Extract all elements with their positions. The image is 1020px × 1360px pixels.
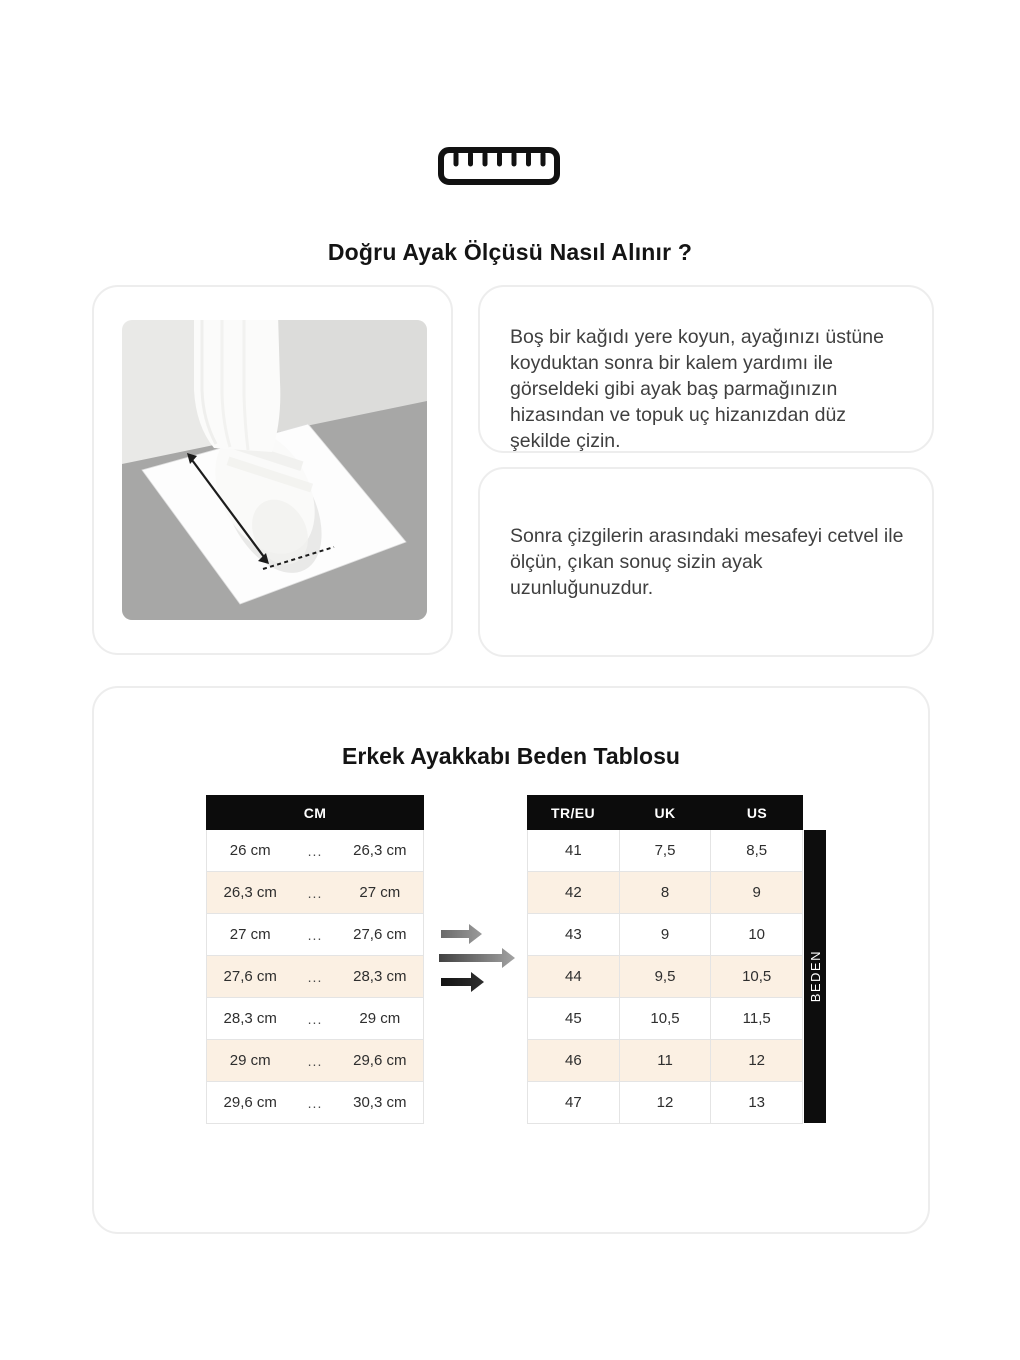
cm-range-end: 30,3 cm [353,1094,407,1111]
measurement-photo-card [92,285,453,655]
cm-table-row [206,830,424,872]
cm-range-start: 29,6 cm [223,1094,277,1111]
cm-table-body [206,830,424,1124]
cm-range-end: 28,3 cm [353,968,407,985]
instruction-text-1: Boş bir kağıdı yere koyun, ayağınızı üstüne koyduktan sonra bir kalem yardımı ile görseldeki gibi ayak baş parmağınızın hizasından ve topuk uç hizanızdan düz şekilde çizin. [510,325,884,452]
cm-range-end: 27 cm [359,884,401,901]
size-value-cell: 11 [620,1040,712,1081]
intl-table-row [527,830,803,872]
size-value-cell: 41 [528,830,620,871]
size-value-cell: 13 [748,1094,766,1111]
size-value-cell: 8,5 [746,842,768,859]
size-value-cell: 47 [528,1082,620,1123]
size-value-cell: 9 [620,914,712,955]
cm-range-start: 27 cm [229,926,271,943]
intl-table-body [527,830,803,1124]
intl-table-row [527,1040,803,1082]
range-separator: ... [307,968,323,985]
triple-right-arrows-icon [439,920,517,994]
cm-range-end: 29 cm [359,1010,401,1027]
ruler-icon [437,146,561,186]
col-header-uk: UK [654,804,676,821]
instruction-card-1 [478,285,934,453]
size-value-cell: 46 [528,1040,620,1081]
col-header-tr-eu: TR/EU [551,804,595,821]
page-title: Doğru Ayak Ölçüsü Nasıl Alınır ? [327,239,693,266]
range-separator: ... [307,842,323,859]
size-value-cell: 11,5 [742,1010,771,1027]
cm-range-end: 29,6 cm [353,1052,407,1069]
cm-table-row [206,956,424,998]
size-value-cell: 12 [620,1082,712,1123]
intl-table-row [527,914,803,956]
size-value-cell: 43 [528,914,620,955]
range-separator: ... [307,1052,323,1069]
cm-table [206,795,424,1124]
size-value-cell: 10 [748,926,766,943]
cm-range-start: 29 cm [229,1052,271,1069]
intl-table-row [527,956,803,998]
cm-table-row [206,1040,424,1082]
range-separator: ... [307,884,323,901]
size-value-cell: 10,5 [620,998,712,1039]
intl-table-row [527,872,803,914]
cm-table-row [206,998,424,1040]
size-value-cell: 44 [528,956,620,997]
cm-range-start: 28,3 cm [223,1010,277,1027]
cm-range-end: 26,3 cm [353,842,407,859]
cm-table-row [206,914,424,956]
cm-range-end: 27,6 cm [353,926,407,943]
size-value-cell: 9,5 [620,956,712,997]
col-header-us: US [746,804,768,821]
intl-table-row [527,998,803,1040]
instruction-text-2: Sonra çizgilerin arasındaki mesafeyi cetvel ile ölçün, çıkan sonuç sizin ayak uzunluğunuzdur. [510,525,904,599]
size-value-cell: 10,5 [742,968,772,985]
range-separator: ... [307,1010,323,1027]
size-value-cell: 45 [528,998,620,1039]
cm-table-row [206,1082,424,1124]
size-value-cell: 8 [620,872,712,913]
cm-table-row [206,872,424,914]
cm-range-start: 26 cm [229,842,271,859]
range-separator: ... [307,1094,323,1111]
cm-range-start: 26,3 cm [223,884,277,901]
instruction-card-2 [478,467,934,657]
size-value-cell: 7,5 [620,830,712,871]
cm-range-start: 27,6 cm [223,968,277,985]
intl-table-header [527,795,803,830]
size-table-card [92,686,930,1234]
cm-table-header: CM [206,795,424,830]
size-table-title: Erkek Ayakkabı Beden Tablosu [342,743,680,770]
size-value-cell: 42 [528,872,620,913]
size-value-cell: 12 [748,1052,766,1069]
beden-side-label: BEDEN [804,830,826,1123]
foot-measurement-photo [122,320,427,620]
sock-leg [194,320,280,452]
intl-table-row [527,1082,803,1124]
size-value-cell: 9 [752,884,761,901]
intl-size-table [527,795,803,1124]
range-separator: ... [307,926,323,943]
